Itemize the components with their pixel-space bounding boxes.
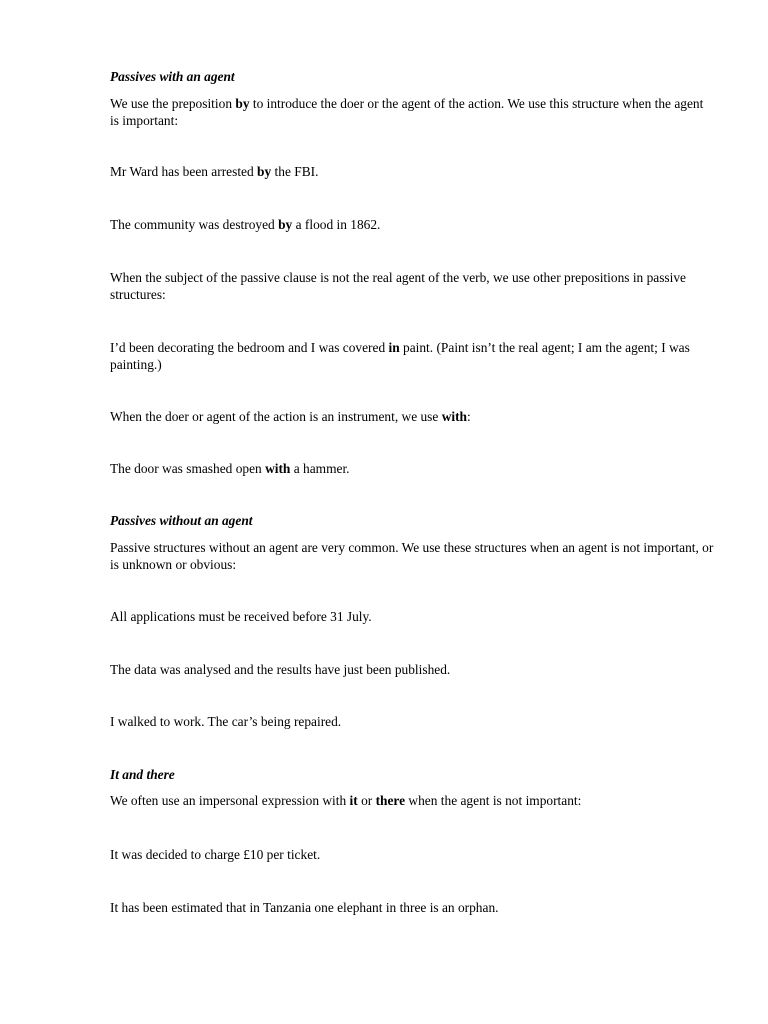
example-sentence: Mr Ward has been arrested by the FBI. — [110, 164, 319, 179]
example-sentence: The data was analysed and the results have just been published. — [110, 662, 451, 677]
bold-keyword: with — [265, 461, 291, 476]
paragraph-instrument: When the doer or agent of the action is an instrument, we use with: — [110, 409, 471, 424]
example-sentence: It was decided to charge £10 per ticket. — [110, 847, 321, 862]
bold-keyword: by — [235, 96, 250, 111]
bold-keyword: in — [388, 340, 400, 355]
paragraph-without-agent-intro: Passive structures without an agent are very common. We use these structures when an agent is not important, or is unknown or obvious: — [110, 540, 714, 572]
example-sentence: The door was smashed open with a hammer. — [110, 461, 350, 476]
example-sentence: All applications must be received before 31 July. — [110, 609, 372, 624]
example-sentence: The community was destroyed by a flood in 1862. — [110, 217, 381, 232]
paragraph-impersonal-intro: We often use an impersonal expression with it or there when the agent is not important: — [110, 793, 582, 808]
paragraph-other-prepositions: When the subject of the passive clause is not the real agent of the verb, we use other prepositions in passive structures: — [110, 270, 686, 302]
example-sentence: It has been estimated that in Tanzania one elephant in three is an orphan. — [110, 900, 499, 915]
bold-keyword: it — [349, 793, 358, 808]
paragraph-agent-intro: We use the preposition by to introduce the doer or the agent of the action. We use this structure when the agent is important: — [110, 96, 704, 128]
bold-keyword: by — [278, 217, 293, 232]
section-heading-it-and-there: It and there — [110, 767, 175, 782]
bold-keyword: by — [257, 164, 272, 179]
section-heading-passives-with-agent: Passives with an agent — [110, 69, 235, 84]
section-heading-passives-without-agent: Passives without an agent — [110, 513, 253, 528]
example-sentence: I’d been decorating the bedroom and I was covered in paint. (Paint isn’t the real agent; I am the agent; I was painting.) — [110, 340, 690, 372]
bold-keyword: there — [375, 793, 406, 808]
bold-keyword: with — [441, 409, 467, 424]
example-sentence: I walked to work. The car’s being repaired. — [110, 714, 342, 729]
